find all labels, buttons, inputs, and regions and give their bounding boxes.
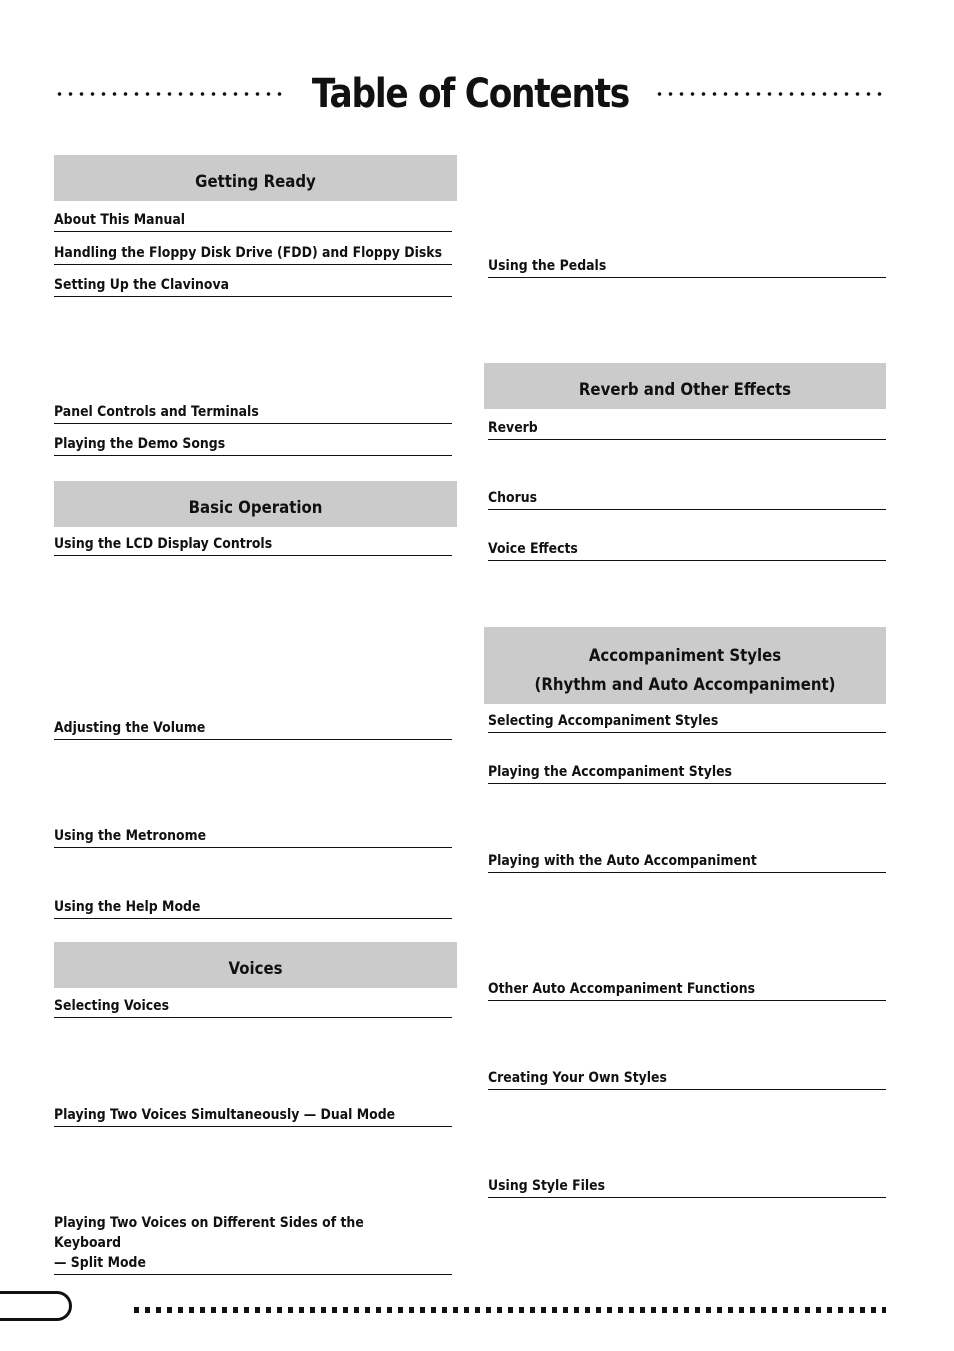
- toc-entry-help-mode[interactable]: Using the Help Mode: [54, 897, 452, 919]
- toc-entry-voice-effects[interactable]: Voice Effects: [488, 539, 886, 561]
- toc-entry-chorus[interactable]: Chorus: [488, 488, 886, 510]
- section-heading-accompaniment: Accompaniment Styles (Rhythm and Auto Accompaniment): [484, 627, 886, 704]
- toc-entry-selecting-styles[interactable]: Selecting Accompaniment Styles: [488, 711, 886, 733]
- toc-entry-volume[interactable]: Adjusting the Volume: [54, 718, 452, 740]
- page-number-tab: [0, 1291, 72, 1321]
- title-dots-left: [54, 91, 286, 97]
- toc-entry-other-functions[interactable]: Other Auto Accompaniment Functions: [488, 979, 886, 1001]
- title-dots-right: [654, 91, 886, 97]
- toc-entry-panel-controls[interactable]: Panel Controls and Terminals: [54, 402, 452, 424]
- toc-entry-auto-accompaniment[interactable]: Playing with the Auto Accompaniment: [488, 851, 886, 873]
- section-heading-getting-ready: Getting Ready: [54, 155, 457, 201]
- toc-entry-selecting-voices[interactable]: Selecting Voices: [54, 996, 452, 1018]
- toc-entry-metronome[interactable]: Using the Metronome: [54, 826, 452, 848]
- section-heading-basic-operation: Basic Operation: [54, 481, 457, 527]
- section-heading-reverb: Reverb and Other Effects: [484, 363, 886, 409]
- toc-entry-pedals[interactable]: Using the Pedals: [488, 256, 886, 278]
- title-row: [54, 66, 886, 122]
- toc-entry-style-files[interactable]: Using Style Files: [488, 1176, 886, 1198]
- toc-entry-split-mode-line2: — Split Mode: [54, 1255, 146, 1271]
- toc-entry-dual-mode[interactable]: Playing Two Voices Simultaneously — Dual Mode: [54, 1105, 452, 1127]
- page-title: Table of Contents: [311, 71, 629, 117]
- toc-entry-about-manual[interactable]: About This Manual: [54, 210, 452, 232]
- toc-entry-playing-styles[interactable]: Playing the Accompaniment Styles: [488, 762, 886, 784]
- toc-entry-demo-songs[interactable]: Playing the Demo Songs: [54, 434, 452, 456]
- toc-entry-reverb[interactable]: Reverb: [488, 418, 886, 440]
- toc-entry-split-mode-line1: Playing Two Voices on Different Sides of the Keyboard: [54, 1215, 364, 1251]
- toc-entry-split-mode[interactable]: [54, 1213, 452, 1275]
- footer-dotted-rule: [134, 1307, 886, 1313]
- section-heading-voices: Voices: [54, 942, 457, 988]
- toc-entry-own-styles[interactable]: Creating Your Own Styles: [488, 1068, 886, 1090]
- toc-entry-floppy-disk[interactable]: Handling the Floppy Disk Drive (FDD) and Floppy Disks: [54, 243, 452, 265]
- toc-entry-lcd-display[interactable]: Using the LCD Display Controls: [54, 534, 452, 556]
- toc-entry-setting-up[interactable]: Setting Up the Clavinova: [54, 275, 452, 297]
